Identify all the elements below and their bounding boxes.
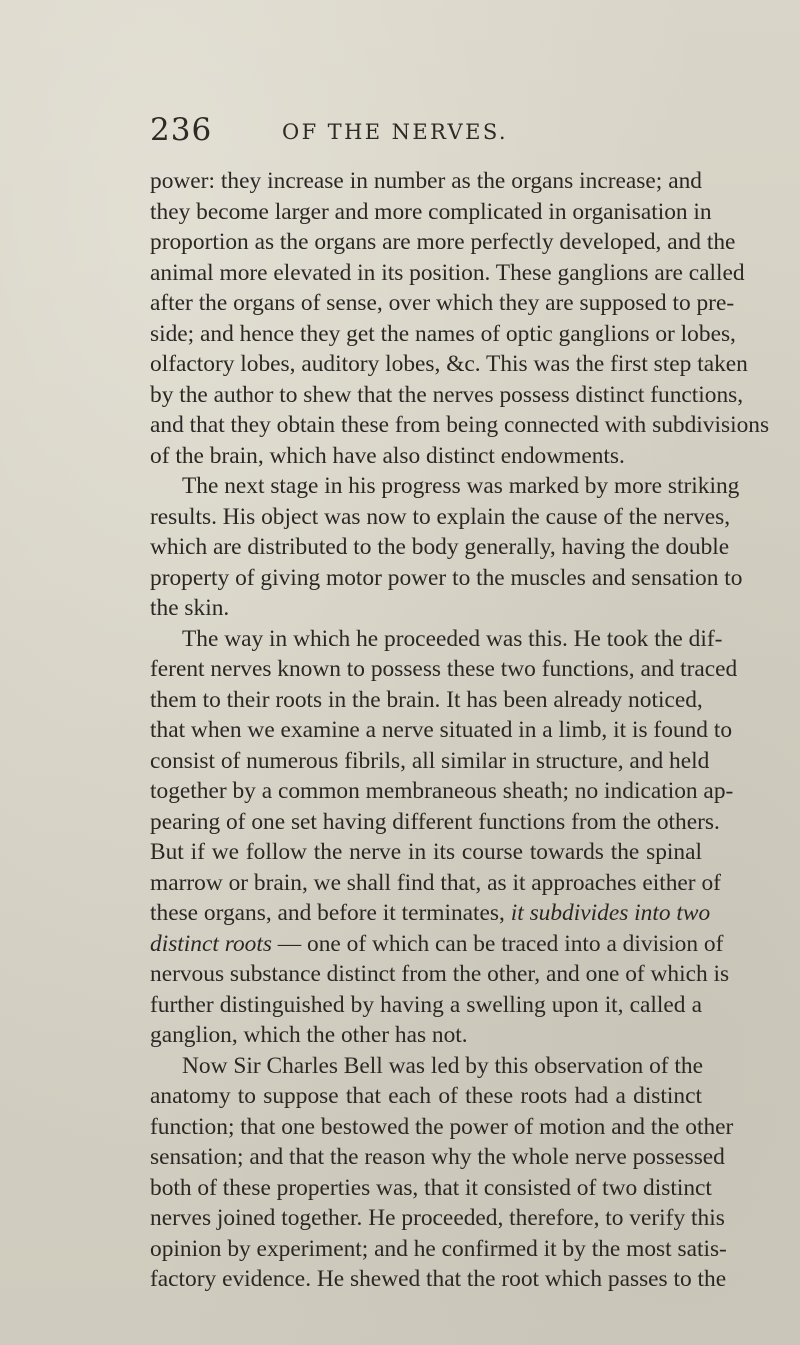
page-number: 236	[150, 112, 213, 148]
text-line: function; that one bestowed the power of motion and the other	[150, 1113, 734, 1140]
body-text	[150, 166, 770, 1295]
text-line: ferent nerves known to possess these two functions, and traced	[150, 656, 738, 682]
text-line: proportion as the organs are more perfectly developed, and the	[150, 229, 736, 255]
text-line: nervous substance distinct from the other, and one of which is	[150, 961, 730, 987]
paragraph	[150, 166, 770, 471]
text-line: they become larger and more complicated in organisation in	[150, 198, 712, 225]
text-line: property of giving motor power to the muscles and sensation to	[150, 564, 743, 591]
running-title: OF THE NERVES.	[282, 120, 508, 144]
text-line	[150, 898, 711, 929]
text-line: pearing of one set having different functions from the others.	[150, 808, 720, 835]
text-line: opinion by experiment; and he confirmed it by the most satis-	[150, 1235, 727, 1262]
paragraph	[150, 1051, 734, 1295]
text-line: results. His object was now to explain the cause of the nerves,	[150, 503, 731, 530]
text-line: Now Sir Charles Bell was led by this observation of the	[182, 1052, 704, 1079]
text-line: that when we examine a nerve situated in a limb, it is found to	[150, 717, 733, 743]
text-line: further distinguished by having a swelling upon it, called a	[150, 991, 702, 1018]
text-line: marrow or brain, we shall find that, as it approaches either of	[150, 869, 721, 896]
italic-text: distinct roots	[150, 930, 272, 957]
text-line: power: they increase in number as the organs increase; and	[150, 168, 702, 194]
text-line: by the author to shew that the nerves possess distinct functions,	[150, 381, 744, 408]
text-line: nerves joined together. He proceeded, therefore, to verify this	[150, 1205, 725, 1231]
text-line: and that they obtain these from being connected with subdivisions	[150, 412, 770, 438]
text-line: them to their roots in the brain. It has been already noticed,	[150, 686, 703, 713]
text-line: side; and hence they get the names of optic ganglions or lobes,	[150, 320, 736, 347]
text-line: consist of numerous fibrils, all similar in structure, and held	[150, 747, 710, 774]
running-head	[150, 112, 710, 152]
text-line: sensation; and that the reason why the whole nerve possessed	[150, 1144, 725, 1170]
text-line: anatomy to suppose that each of these roots had a distinct	[150, 1083, 702, 1109]
text-line: ganglion, which the other has not.	[150, 1022, 468, 1048]
italic-text: it subdivides into two	[510, 900, 711, 926]
text-span: these organs, and before it terminates,	[150, 900, 511, 926]
text-line: after the organs of sense, over which they are supposed to pre-	[150, 290, 735, 316]
text-span: — one of which can be traced into a division of	[271, 930, 724, 957]
text-line: olfactory lobes, auditory lobes, &c. This was the first step taken	[150, 351, 748, 377]
text-line: the skin.	[150, 595, 230, 621]
paragraph	[150, 624, 738, 1051]
text-line: factory evidence. He shewed that the root which passes to the	[150, 1266, 727, 1292]
paragraph	[150, 471, 743, 624]
text-line: The way in which he proceeded was this. He took the dif-	[182, 625, 723, 652]
text-line: both of these properties was, that it consisted of two distinct	[150, 1174, 712, 1201]
text-line: The next stage in his progress was marked by more striking	[182, 473, 740, 499]
text-line: of the brain, which have also distinct endowments.	[150, 442, 625, 469]
text-line: which are distributed to the body generally, having the double	[150, 534, 730, 560]
text-line: But if we follow the nerve in its course towards the spinal	[150, 839, 702, 865]
text-line	[150, 929, 724, 960]
text-line: animal more elevated in its position. These ganglions are called	[150, 259, 745, 286]
text-line: together by a common membraneous sheath; no indication ap-	[150, 778, 734, 804]
